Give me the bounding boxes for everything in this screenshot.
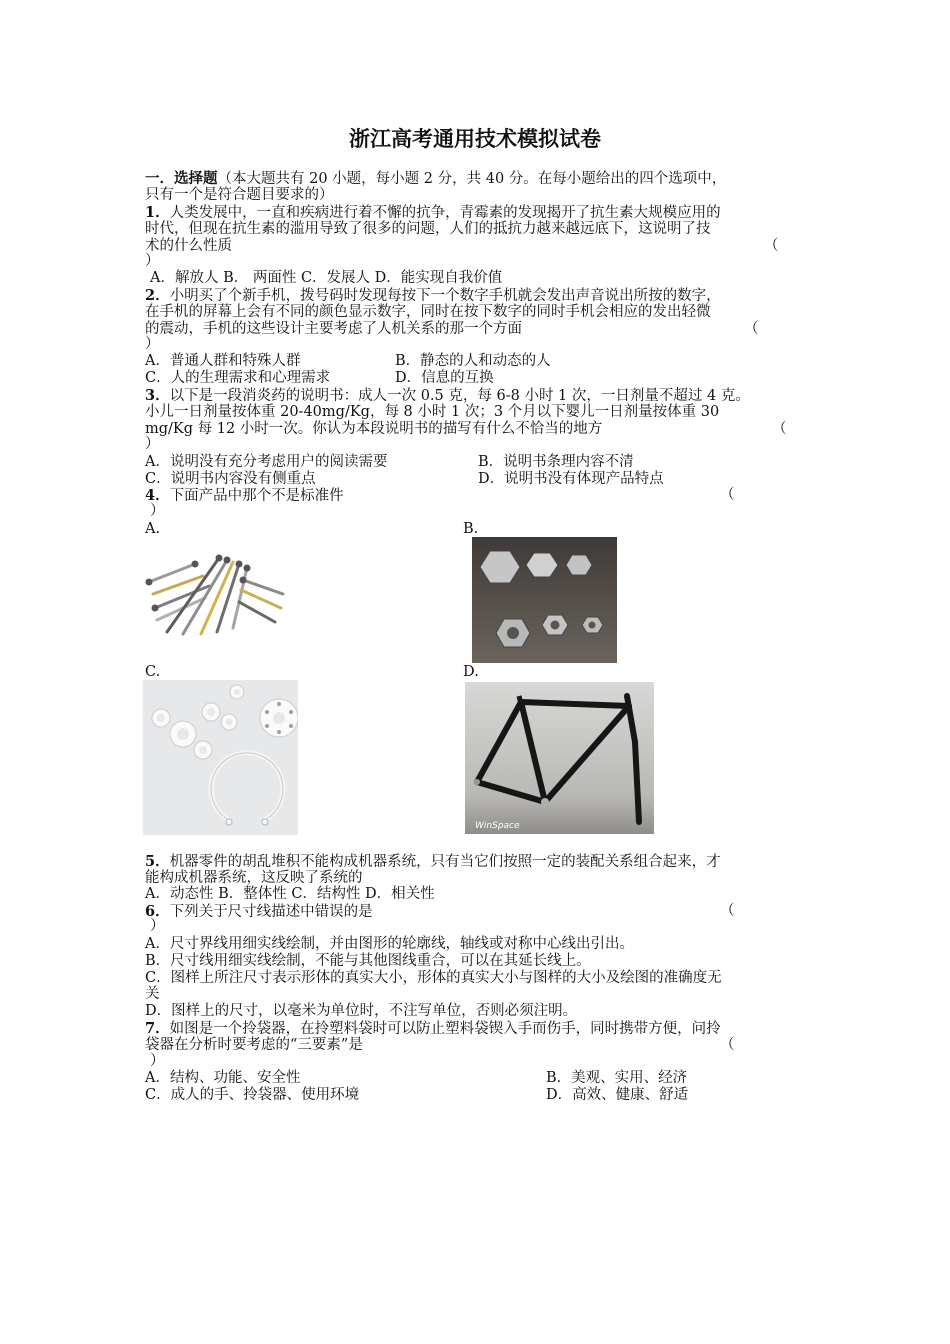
q5-options: A．动态性 B．整体性 C．结构性 D．相关性: [145, 886, 435, 902]
washers-illustration: [143, 680, 298, 835]
q1-number: 1．: [145, 204, 170, 221]
q2-answer-paren-open: （: [744, 321, 759, 337]
q3-line-1: [145, 387, 810, 405]
section-desc-1: （本大题共有 20 小题，每小题 2 分，共 40 分。在每小题给出的四个选项中，: [217, 171, 727, 187]
q3-option-c: C．说明书内容没有侧重点: [145, 471, 316, 487]
q3-option-d: D．说明书没有体现产品特点: [478, 471, 664, 487]
section-desc-2: 只有一个是符合题目要求的）: [145, 187, 334, 203]
q1-line-2: 时代，但现在抗生素的滥用导致了很多的问题，人们的抵抗力越来越远底下，这说明了技: [145, 221, 711, 237]
q4-number: 4．: [145, 487, 170, 504]
q1-answer-paren-open: （: [764, 238, 779, 254]
bicycle-frame-image: [465, 682, 654, 834]
q6-answer-paren-close: ）: [150, 918, 165, 934]
q4-answer-paren-open: （: [720, 487, 735, 503]
q6-option-a: A．尺寸界线用细实线绘制，并由图形的轮廓线，轴线或对称中心线出引出。: [145, 936, 634, 952]
q3-option-a: A．说明没有充分考虑用户的阅读需要: [145, 454, 388, 470]
q5-line-2: 能构成机器系统，这反映了系统的: [145, 870, 363, 886]
nuts-image: [472, 537, 617, 663]
q2-number: 2．: [145, 287, 170, 304]
q2-line-3: 的震动，手机的这些设计主要考虑了人机关系的那一个方面: [145, 321, 522, 337]
q6-line-1: [145, 903, 810, 921]
q7-option-a: A．结构、功能、安全性: [145, 1070, 301, 1086]
q7-answer-paren-close: ）: [150, 1053, 165, 1069]
q2-line-1: [145, 287, 810, 305]
q7-option-c: C．成人的手、拎袋器、使用环境: [145, 1087, 360, 1103]
q6-option-b: B．尺寸线用细实线绘制，不能与其他图线重合，可以在其延长线上。: [145, 953, 591, 969]
q1-options: A．解放人 B． 两面性 C．发展人 D．能实现自我价值: [150, 270, 503, 286]
q7-option-b: B．美观、实用、经济: [546, 1070, 688, 1086]
page-title: 浙江高考通用技术模拟试卷: [349, 127, 601, 151]
q7-text-1: 如图是一个拎袋器，在拎塑料袋时可以防止塑料袋锲入手而伤手，同时携带方便，问拎: [169, 1021, 721, 1037]
q6-option-c-1: C．图样上所注尺寸表示形体的真实大小，形体的真实大小与图样的大小及绘图的准确度无: [145, 970, 722, 986]
q1-line-3: 术的什么性质: [145, 238, 232, 254]
q5-text-1: 机器零件的胡乱堆积不能构成机器系统，只有当它们按照一定的装配关系组合起来，才: [169, 854, 721, 870]
q4-label-b: B.: [463, 521, 479, 537]
watermark-text: WinSpace: [475, 821, 520, 831]
section-label: 一．选择题: [145, 170, 218, 187]
section-header: [145, 170, 810, 188]
q2-text-1: 小明买了个新手机，拨号码时发现每按下一个数字手机就会发出声音说出所按的数字，: [169, 288, 721, 304]
q4-label-d: D.: [463, 664, 479, 680]
q4-label-c: C.: [145, 664, 161, 680]
q5-number: 5．: [145, 853, 170, 870]
q3-answer-paren-close: ）: [145, 436, 160, 452]
q3-text-1: 以下是一段消炎药的说明书：成人一次 0.5 克，每 6-8 小时 1 次，一日剂量不超过 4 克。: [169, 388, 750, 404]
q4-answer-paren-close: ）: [150, 503, 165, 519]
bicycle-frame-illustration: [465, 682, 654, 834]
q1-text-1: 人类发展中，一直和疾病进行着不懈的抗争，青霉素的发现揭开了抗生素大规模应用的: [169, 205, 721, 221]
q2-option-a: A．普通人群和特殊人群: [145, 353, 301, 369]
screws-illustration: [143, 550, 288, 640]
q3-line-2: 小儿一日剂量按体重 20-40mg/Kg，每 8 小时 1 次；3 个月以下婴儿一日剂量按体重 30: [145, 404, 720, 420]
q7-option-d: D．高效、健康、舒适: [546, 1087, 689, 1103]
washers-image: [143, 680, 298, 835]
q3-line-3: mg/Kg 每 12 小时一次。你认为本段说明书的描写有什么不恰当的地方: [145, 421, 603, 437]
q2-answer-paren-close: ）: [145, 336, 160, 352]
q7-number: 7．: [145, 1020, 170, 1037]
nuts-illustration: [472, 537, 617, 663]
q7-answer-paren-open: （: [720, 1037, 735, 1053]
q6-option-d: D．图样上的尺寸，以毫米为单位时，不注写单位，否则必须注明。: [145, 1003, 578, 1019]
q6-option-c-2: 关: [145, 986, 160, 1002]
q5-line-1: [145, 853, 810, 871]
q2-line-2: 在手机的屏幕上会有不同的颜色显示数字，同时在按下数字的同时手机会相应的发出轻微: [145, 304, 711, 320]
q4-label-a: A.: [145, 521, 161, 537]
q3-option-b: B．说明书条理内容不清: [478, 454, 634, 470]
q3-number: 3．: [145, 387, 170, 404]
q1-answer-paren-close: ）: [145, 253, 160, 269]
q4-text-1: 下面产品中那个不是标准件: [169, 488, 344, 504]
q7-line-2: 袋器在分析时要考虑的“三要素”是: [145, 1037, 363, 1053]
q6-text-1: 下列关于尺寸线描述中错误的是: [169, 904, 373, 920]
q2-option-c: C．人的生理需求和心理需求: [145, 370, 331, 386]
screws-image: [143, 550, 288, 640]
q2-option-d: D．信息的互换: [395, 370, 494, 386]
q6-number: 6．: [145, 903, 170, 920]
q6-answer-paren-open: （: [720, 903, 735, 919]
q7-line-1: [145, 1020, 810, 1038]
q1-line-1: [145, 204, 810, 222]
q4-line-1: [145, 487, 810, 505]
q2-option-b: B．静态的人和动态的人: [395, 353, 551, 369]
q3-answer-paren-open: （: [772, 421, 787, 437]
